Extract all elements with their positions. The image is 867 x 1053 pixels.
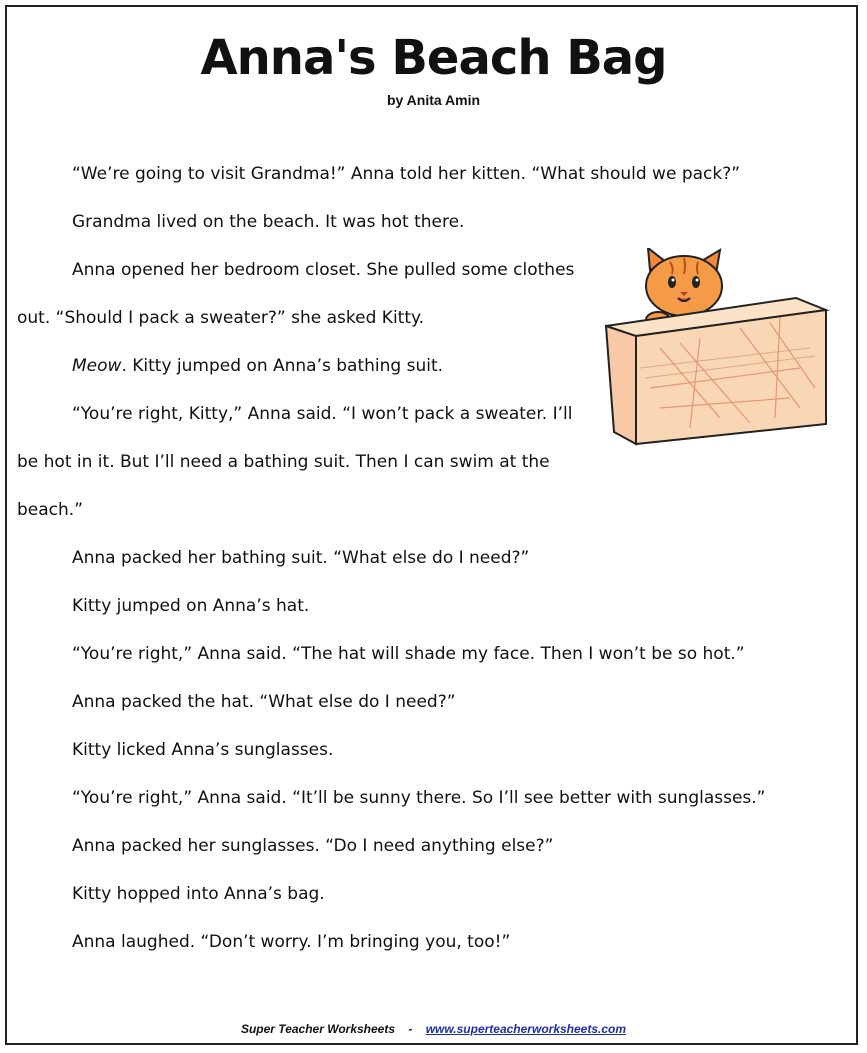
story-paragraph: Anna packed her bathing suit. “What else do I need?” [72, 548, 530, 568]
story-paragraph: Anna packed the hat. “What else do I need?” [72, 692, 456, 712]
story-paragraph: “You’re right, Kitty,” Anna said. “I won’t pack a sweater. I’ll be hot in it. But I’ll need a bathing suit. Then I can swim at the beach.” [17, 404, 573, 520]
story-paragraph: “We’re going to visit Grandma!” Anna told her kitten. “What should we pack?” [72, 164, 741, 184]
story-paragraph: “You’re right,” Anna said. “The hat will shade my face. Then I won’t be so hot.” [72, 644, 745, 664]
footer-separator: - [408, 1022, 413, 1036]
story-paragraph: Anna packed her sunglasses. “Do I need anything else?” [72, 836, 554, 856]
footer [0, 1022, 867, 1036]
byline: by Anita Amin [386, 92, 481, 108]
footer-brand: Super Teacher Worksheets [240, 1022, 396, 1036]
story-paragraph [17, 342, 827, 390]
story-paragraph: Kitty hopped into Anna’s bag. [72, 884, 325, 904]
story-paragraph: Kitty licked Anna’s sunglasses. [72, 740, 334, 760]
story-paragraph: “You’re right,” Anna said. “It’ll be sunny there. So I’ll see better with sunglasses.” [72, 788, 766, 808]
story-paragraph: Grandma lived on the beach. It was hot there. [72, 212, 465, 232]
story-text: . Kitty jumped on Anna’s bathing suit. [121, 356, 444, 376]
page-title: Anna's Beach Bag [200, 30, 667, 86]
story-paragraph: Anna laughed. “Don’t worry. I’m bringing you, too!” [72, 932, 511, 952]
story-body [17, 150, 827, 966]
story-paragraph: Anna opened her bedroom closet. She pulled some clothes out. “Should I pack a sweater?” she asked Kitty. [17, 260, 575, 328]
sound-word: Meow [72, 356, 122, 376]
footer-website-link[interactable]: www.superteacherworksheets.com [425, 1022, 627, 1036]
story-paragraph: Kitty jumped on Anna’s hat. [72, 596, 310, 616]
